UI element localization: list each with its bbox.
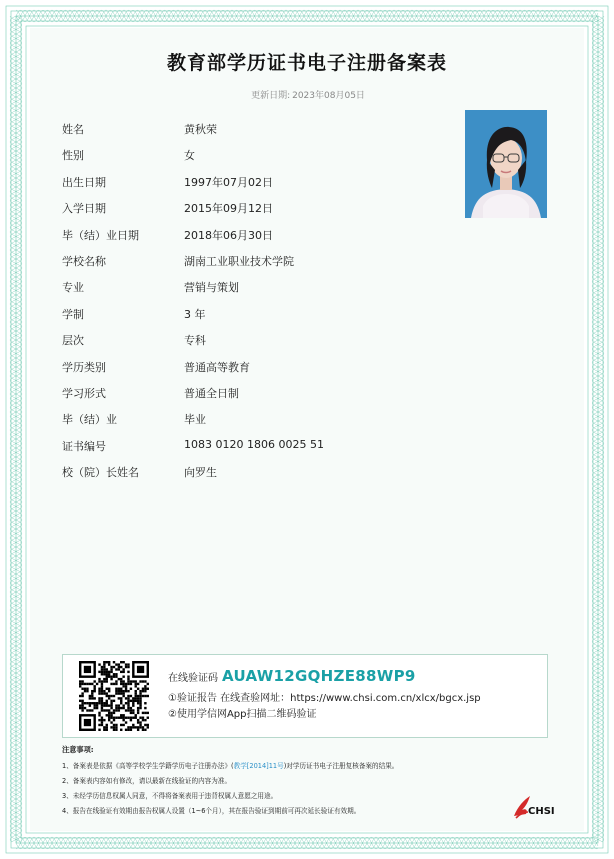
field-value: 1083 0120 1806 0025 51 [184, 437, 324, 451]
update-date-value: 2023年08月05日 [292, 91, 365, 101]
note-item: 3、未经学历信息权属人同意，不得将备案表用于违背权属人意愿之用途。 [62, 792, 278, 800]
field-value: 向罗生 [184, 466, 217, 480]
field-value: 毕业 [184, 413, 206, 427]
regulation-link[interactable]: 教学[2014]11号 [233, 762, 284, 770]
chsi-logo-text: CHSI [528, 806, 555, 817]
note-item: 4、报告在线验证有效期由报告权属人设置（1~6个月），其在报告验证到期前可再次延长验证有效期。 [62, 807, 361, 815]
field-label: 学历类别 [62, 360, 106, 374]
field-value: 营销与策划 [184, 281, 239, 295]
update-date [0, 88, 614, 101]
field-label: 专业 [62, 281, 84, 295]
field-label: 性别 [62, 149, 84, 163]
field-value: 普通高等教育 [184, 360, 250, 374]
field-label: 学习形式 [62, 386, 106, 400]
qr-code-icon[interactable] [79, 661, 149, 731]
field-label: 学校名称 [62, 254, 106, 268]
verification-app-line: ②使用学信网App扫描二维码验证 [168, 709, 317, 720]
page-title: 教育部学历证书电子注册备案表 [166, 52, 447, 74]
verification-code-label: 在线验证码 [168, 673, 218, 684]
field-label: 出生日期 [62, 175, 106, 189]
field-value: 普通全日制 [184, 386, 239, 400]
note-text: 1、备案表是依据《高等学校学生学籍学历电子注册办法》( [62, 762, 234, 770]
id-photo [465, 110, 547, 218]
field-label: 学制 [62, 307, 84, 321]
note-item [62, 760, 532, 775]
note-text: )对学历证书电子注册复核备案的结果。 [283, 762, 399, 770]
field-value: 2015年09月12日 [184, 202, 273, 216]
field-label: 毕（结）业 [62, 413, 117, 427]
verification-code-line [168, 667, 481, 689]
field-value: 1997年07月02日 [184, 175, 273, 189]
field-value: 湖南工业职业技术学院 [184, 254, 294, 268]
online-verification-box [62, 654, 548, 738]
field-label: 证书编号 [62, 439, 106, 453]
field-label: 毕（结）业日期 [62, 228, 139, 242]
note-item: 2、备案表内容如有修改，请以最新在线验证的内容为准。 [62, 777, 232, 785]
portrait-image [465, 110, 547, 218]
field-label: 层次 [62, 334, 84, 348]
field-label: 姓名 [62, 123, 84, 136]
field-value: 2018年06月30日 [184, 228, 273, 242]
field-label: 校（院）长姓名 [62, 466, 139, 480]
field-value: 专科 [184, 334, 206, 348]
verification-code: AUAW12GQHZE88WP9 [222, 667, 416, 685]
field-label: 入学日期 [62, 202, 106, 216]
verification-url-line: ①验证报告 在线查验网址：https://www.chsi.com.cn/xlcx/bgcx.jsp [168, 693, 481, 704]
notes-section [62, 745, 532, 820]
field-value: 女 [184, 149, 195, 163]
notes-title: 注意事项: [62, 745, 94, 754]
field-value: 黄秋荣 [184, 123, 217, 136]
update-date-label: 更新日期: [251, 91, 291, 101]
verification-text [168, 667, 481, 721]
field-value: 3 年 [184, 307, 206, 321]
